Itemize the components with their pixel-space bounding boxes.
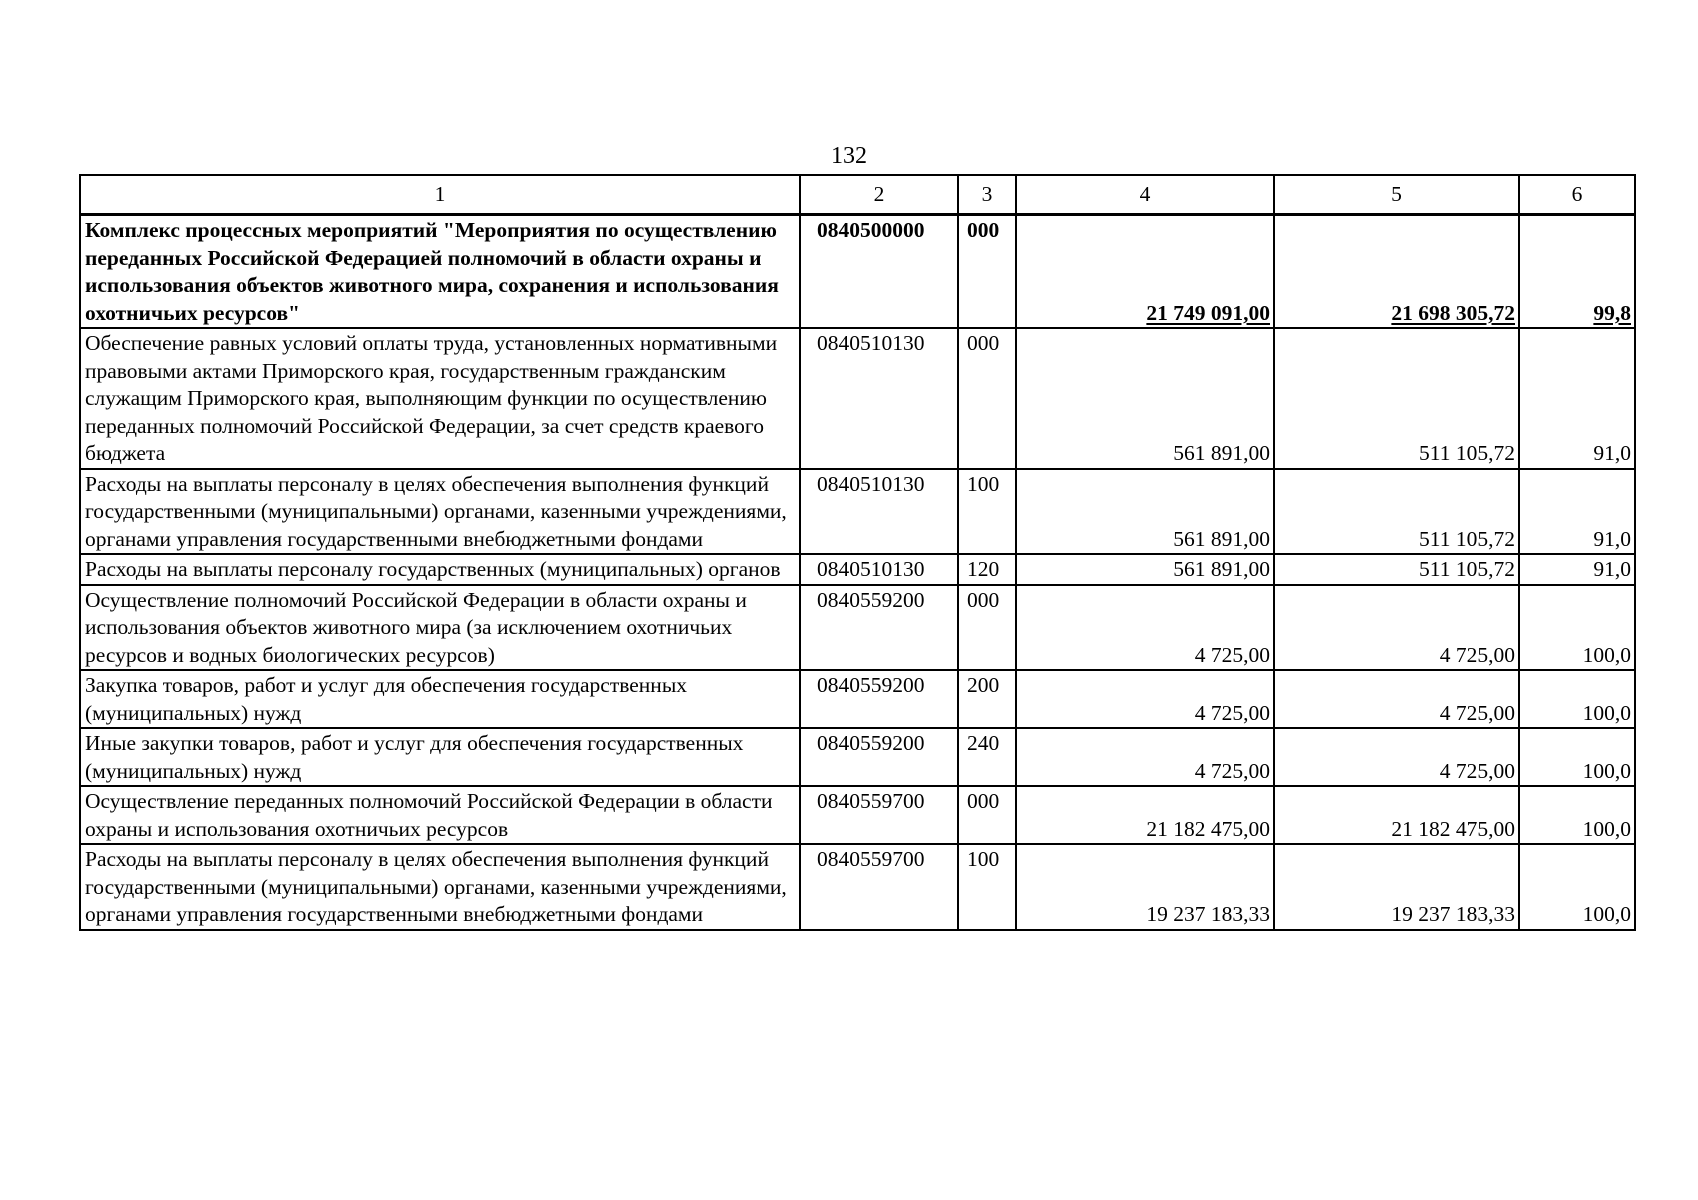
row-target-code: 0840559700 <box>800 786 958 844</box>
row-name: Комплекс процессных мероприятий "Мероприятия по осуществлению переданных Российской Федерацией полномочий в области охраны и использования объектов животного мира, сохранения и использования охотничьих ресурсов" <box>80 215 800 329</box>
table-row <box>80 844 1635 930</box>
row-target-code: 0840510130 <box>800 328 958 469</box>
row-plan: 4 725,00 <box>1016 670 1274 728</box>
table-row <box>80 786 1635 844</box>
row-plan: 561 891,00 <box>1016 469 1274 555</box>
row-target-code: 0840559200 <box>800 585 958 671</box>
row-plan: 561 891,00 <box>1016 328 1274 469</box>
row-name: Расходы на выплаты персоналу в целях обеспечения выполнения функций государственными (муниципальными) органами, казенными учреждениями, органами управления государственными внебюджетными фондами <box>80 469 800 555</box>
column-header-4: 4 <box>1016 175 1274 215</box>
row-plan: 21 749 091,00 <box>1016 215 1274 329</box>
row-plan: 19 237 183,33 <box>1016 844 1274 930</box>
row-expense-type: 100 <box>958 844 1016 930</box>
row-percent: 100,0 <box>1519 585 1635 671</box>
column-header-3: 3 <box>958 175 1016 215</box>
row-target-code: 0840500000 <box>800 215 958 329</box>
row-expense-type: 200 <box>958 670 1016 728</box>
row-plan: 4 725,00 <box>1016 585 1274 671</box>
row-target-code: 0840559200 <box>800 728 958 786</box>
row-percent: 100,0 <box>1519 728 1635 786</box>
table-row <box>80 585 1635 671</box>
row-name: Закупка товаров, работ и услуг для обеспечения государственных (муниципальных) нужд <box>80 670 800 728</box>
table-row <box>80 215 1635 329</box>
row-plan: 561 891,00 <box>1016 554 1274 585</box>
row-expense-type: 000 <box>958 328 1016 469</box>
row-expense-type: 000 <box>958 585 1016 671</box>
page-number: 132 <box>831 143 867 169</box>
row-percent: 91,0 <box>1519 328 1635 469</box>
row-name: Расходы на выплаты персоналу в целях обеспечения выполнения функций государственными (муниципальными) органами, казенными учреждениями, органами управления государственными внебюджетными фондами <box>80 844 800 930</box>
row-actual: 21 698 305,72 <box>1274 215 1519 329</box>
row-actual: 4 725,00 <box>1274 728 1519 786</box>
row-percent: 100,0 <box>1519 844 1635 930</box>
row-actual: 21 182 475,00 <box>1274 786 1519 844</box>
row-actual: 19 237 183,33 <box>1274 844 1519 930</box>
row-expense-type: 100 <box>958 469 1016 555</box>
row-percent: 91,0 <box>1519 469 1635 555</box>
row-target-code: 0840559700 <box>800 844 958 930</box>
row-actual: 4 725,00 <box>1274 670 1519 728</box>
column-header-6: 6 <box>1519 175 1635 215</box>
row-actual: 4 725,00 <box>1274 585 1519 671</box>
row-actual: 511 105,72 <box>1274 328 1519 469</box>
row-percent: 100,0 <box>1519 670 1635 728</box>
row-name: Расходы на выплаты персоналу государственных (муниципальных) органов <box>80 554 800 585</box>
row-percent: 99,8 <box>1519 215 1635 329</box>
row-target-code: 0840510130 <box>800 554 958 585</box>
row-actual: 511 105,72 <box>1274 554 1519 585</box>
column-header-2: 2 <box>800 175 958 215</box>
row-plan: 4 725,00 <box>1016 728 1274 786</box>
table-row <box>80 554 1635 585</box>
table-row <box>80 728 1635 786</box>
column-header-1: 1 <box>80 175 800 215</box>
row-percent: 100,0 <box>1519 786 1635 844</box>
row-expense-type: 000 <box>958 786 1016 844</box>
budget-table <box>79 174 1636 931</box>
table-row <box>80 670 1635 728</box>
table-row <box>80 328 1635 469</box>
table-row <box>80 469 1635 555</box>
row-target-code: 0840559200 <box>800 670 958 728</box>
row-target-code: 0840510130 <box>800 469 958 555</box>
row-name: Осуществление полномочий Российской Федерации в области охраны и использования объектов животного мира (за исключением охотничьих ресурсов и водных биологических ресурсов) <box>80 585 800 671</box>
row-actual: 511 105,72 <box>1274 469 1519 555</box>
row-name: Иные закупки товаров, работ и услуг для обеспечения государственных (муниципальных) нужд <box>80 728 800 786</box>
column-number-row <box>80 175 1635 215</box>
column-header-5: 5 <box>1274 175 1519 215</box>
row-name: Осуществление переданных полномочий Российской Федерации в области охраны и использования охотничьих ресурсов <box>80 786 800 844</box>
row-expense-type: 120 <box>958 554 1016 585</box>
row-percent: 91,0 <box>1519 554 1635 585</box>
row-plan: 21 182 475,00 <box>1016 786 1274 844</box>
row-name: Обеспечение равных условий оплаты труда, установленных нормативными правовыми актами Приморского края, государственным гражданским служащим Приморского края, выполняющим функции по осуществлению переданных полномочий Российской Федерации, за счет средств краевого бюджета <box>80 328 800 469</box>
row-expense-type: 000 <box>958 215 1016 329</box>
row-expense-type: 240 <box>958 728 1016 786</box>
